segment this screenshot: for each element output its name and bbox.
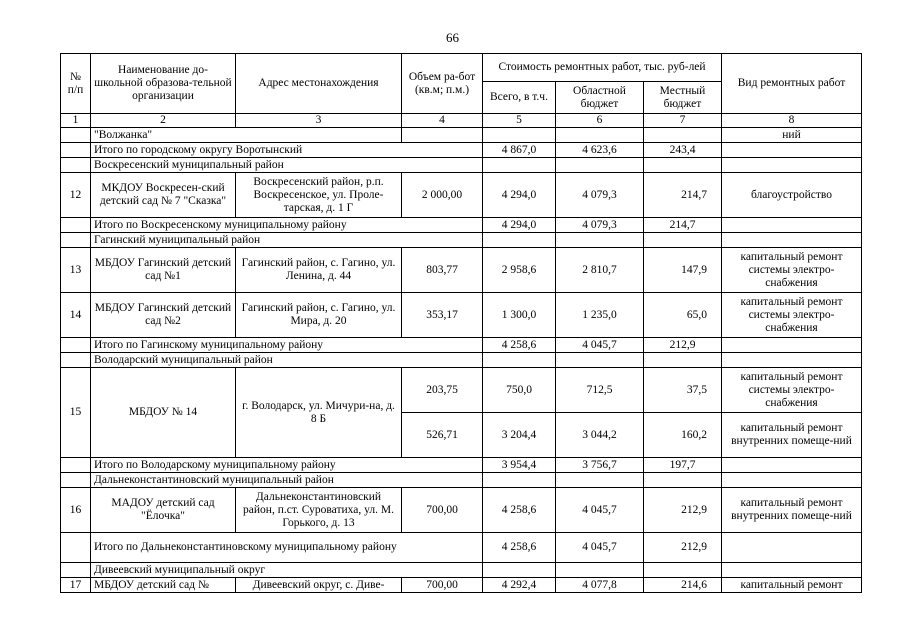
col-number: 2 — [91, 114, 236, 128]
address-cell: Воскресенский район, р.п. Воскресенское, ул. Проле-тарская, д. 1 Г — [236, 173, 402, 218]
local-cell: 214,7 — [644, 173, 722, 218]
regional-cell: 3 044,2 — [556, 413, 644, 458]
section-row — [61, 353, 862, 368]
regional-cell: 1 235,0 — [556, 293, 644, 338]
table-row — [61, 368, 862, 413]
table-row — [61, 128, 862, 143]
address-cell: Дальнеконстантиновский район, п.ст. Суроватиха, ул. М. Горького, д. 13 — [236, 488, 402, 533]
volume-cell: 700,00 — [402, 488, 483, 533]
volume-cell: 700,00 — [402, 578, 483, 593]
table-row — [61, 578, 862, 593]
total-cell: 2 958,6 — [483, 248, 556, 293]
volume-cell: 526,71 — [402, 413, 483, 458]
total-cell: 4 258,6 — [483, 338, 556, 353]
local-cell: 212,9 — [644, 533, 722, 563]
name-cell: МБДОУ № 14 — [91, 368, 236, 458]
kind-cell: капитальный ремонт системы электро-снабжения — [722, 293, 862, 338]
header-num: № п/п — [61, 54, 91, 114]
subtotal-label: Итого по Воскресенскому муниципальному району — [91, 218, 483, 233]
subtotal-row — [61, 218, 862, 233]
regional-cell: 4 079,3 — [556, 173, 644, 218]
volume-cell: 2 000,00 — [402, 173, 483, 218]
volume-cell: 353,17 — [402, 293, 483, 338]
address-cell: г. Володарск, ул. Мичури-на, д. 8 Б — [236, 368, 402, 458]
volume-cell: 203,75 — [402, 368, 483, 413]
name-cell: МБДОУ Гагинский детский сад №1 — [91, 248, 236, 293]
header-kind: Вид ремонтных работ — [722, 54, 862, 114]
col-number: 3 — [236, 114, 402, 128]
page-number: 66 — [446, 30, 459, 45]
kind-cell: ний — [722, 128, 862, 143]
kind-cell: капитальный ремонт — [722, 578, 862, 593]
section-label: Гагинский муниципальный район — [91, 233, 483, 248]
total-cell: 3 204,4 — [483, 413, 556, 458]
regional-cell: 3 756,7 — [556, 458, 644, 473]
volume-cell: 803,77 — [402, 248, 483, 293]
header-regional: Областной бюджет — [556, 82, 644, 114]
subtotal-label: Итого по городскому округу Воротынский — [91, 143, 483, 158]
address-cell: Гагинский район, с. Гагино, ул. Мира, д. 20 — [236, 293, 402, 338]
num-cell: 16 — [61, 488, 91, 533]
name-cell: "Волжанка" — [91, 128, 402, 143]
regional-cell: 2 810,7 — [556, 248, 644, 293]
subtotal-row — [61, 458, 862, 473]
local-cell: 65,0 — [644, 293, 722, 338]
section-row — [61, 563, 862, 578]
total-cell: 4 294,0 — [483, 218, 556, 233]
header-cost-group: Стоимость ремонтных работ, тыс. руб-лей — [483, 54, 722, 82]
col-number: 8 — [722, 114, 862, 128]
table-row — [61, 173, 862, 218]
name-cell: МБДОУ детский сад № — [91, 578, 236, 593]
section-label: Воскресенский муниципальный район — [91, 158, 483, 173]
kind-cell: капитальный ремонт системы электро-снабжения — [722, 368, 862, 413]
subtotal-label: Итого по Володарскому муниципальному району — [91, 458, 483, 473]
header-local: Местный бюджет — [644, 82, 722, 114]
regional-cell: 712,5 — [556, 368, 644, 413]
kind-cell: капитальный ремонт внутренних помеще-ний — [722, 413, 862, 458]
total-cell: 4 258,6 — [483, 488, 556, 533]
regional-cell: 4 623,6 — [556, 143, 644, 158]
num-cell: 17 — [61, 578, 91, 593]
subtotal-row — [61, 143, 862, 158]
local-cell: 160,2 — [644, 413, 722, 458]
total-cell: 1 300,0 — [483, 293, 556, 338]
local-cell: 197,7 — [644, 458, 722, 473]
total-cell: 4 294,0 — [483, 173, 556, 218]
col-number: 5 — [483, 114, 556, 128]
address-cell: Гагинский район, с. Гагино, ул. Ленина, д. 44 — [236, 248, 402, 293]
kind-cell: капитальный ремонт внутренних помеще-ний — [722, 488, 862, 533]
regional-cell: 4 045,7 — [556, 338, 644, 353]
table-row — [61, 248, 862, 293]
subtotal-label: Итого по Дальнеконстантиновскому муниципальному району — [91, 533, 483, 563]
local-cell: 147,9 — [644, 248, 722, 293]
total-cell: 3 954,4 — [483, 458, 556, 473]
section-label: Дальнеконстантиновский муниципальный район — [91, 473, 483, 488]
table-row — [61, 293, 862, 338]
address-cell: Дивеевский округ, с. Диве- — [236, 578, 402, 593]
num-cell: 13 — [61, 248, 91, 293]
repair-costs-table — [60, 53, 862, 593]
subtotal-row — [61, 338, 862, 353]
num-cell: 15 — [61, 368, 91, 458]
name-cell: МБДОУ Гагинский детский сад №2 — [91, 293, 236, 338]
local-cell: 214,7 — [644, 218, 722, 233]
section-label: Володарский муниципальный район — [91, 353, 483, 368]
total-cell: 4 292,4 — [483, 578, 556, 593]
name-cell: МКДОУ Воскресен-ский детский сад № 7 "Сказка" — [91, 173, 236, 218]
header-name: Наименование до-школьной образова-тельной организации — [91, 54, 236, 114]
regional-cell: 4 079,3 — [556, 218, 644, 233]
col-number: 4 — [402, 114, 483, 128]
local-cell: 212,9 — [644, 338, 722, 353]
regional-cell: 4 045,7 — [556, 488, 644, 533]
section-row — [61, 233, 862, 248]
local-cell: 243,4 — [644, 143, 722, 158]
regional-cell: 4 077,8 — [556, 578, 644, 593]
regional-cell: 4 045,7 — [556, 533, 644, 563]
subtotal-row — [61, 533, 862, 563]
kind-cell: благоустройство — [722, 173, 862, 218]
section-row — [61, 473, 862, 488]
total-cell: 750,0 — [483, 368, 556, 413]
subtotal-label: Итого по Гагинскому муниципальному району — [91, 338, 483, 353]
name-cell: МАДОУ детский сад "Ёлочка" — [91, 488, 236, 533]
total-cell: 4 258,6 — [483, 533, 556, 563]
local-cell: 212,9 — [644, 488, 722, 533]
kind-cell: капитальный ремонт системы электро-снабжения — [722, 248, 862, 293]
num-cell: 14 — [61, 293, 91, 338]
header-volume: Объем ра-бот (кв.м; п.м.) — [402, 54, 483, 114]
col-number: 6 — [556, 114, 644, 128]
section-row — [61, 158, 862, 173]
header-total: Всего, в т.ч. — [483, 82, 556, 114]
header-row — [61, 54, 862, 82]
table-row — [61, 488, 862, 533]
header-address: Адрес местонахождения — [236, 54, 402, 114]
col-number: 7 — [644, 114, 722, 128]
local-cell: 214,6 — [644, 578, 722, 593]
total-cell: 4 867,0 — [483, 143, 556, 158]
section-label: Дивеевский муниципальный округ — [91, 563, 483, 578]
column-numbers-row — [61, 114, 862, 128]
local-cell: 37,5 — [644, 368, 722, 413]
num-cell: 12 — [61, 173, 91, 218]
col-number: 1 — [61, 114, 91, 128]
